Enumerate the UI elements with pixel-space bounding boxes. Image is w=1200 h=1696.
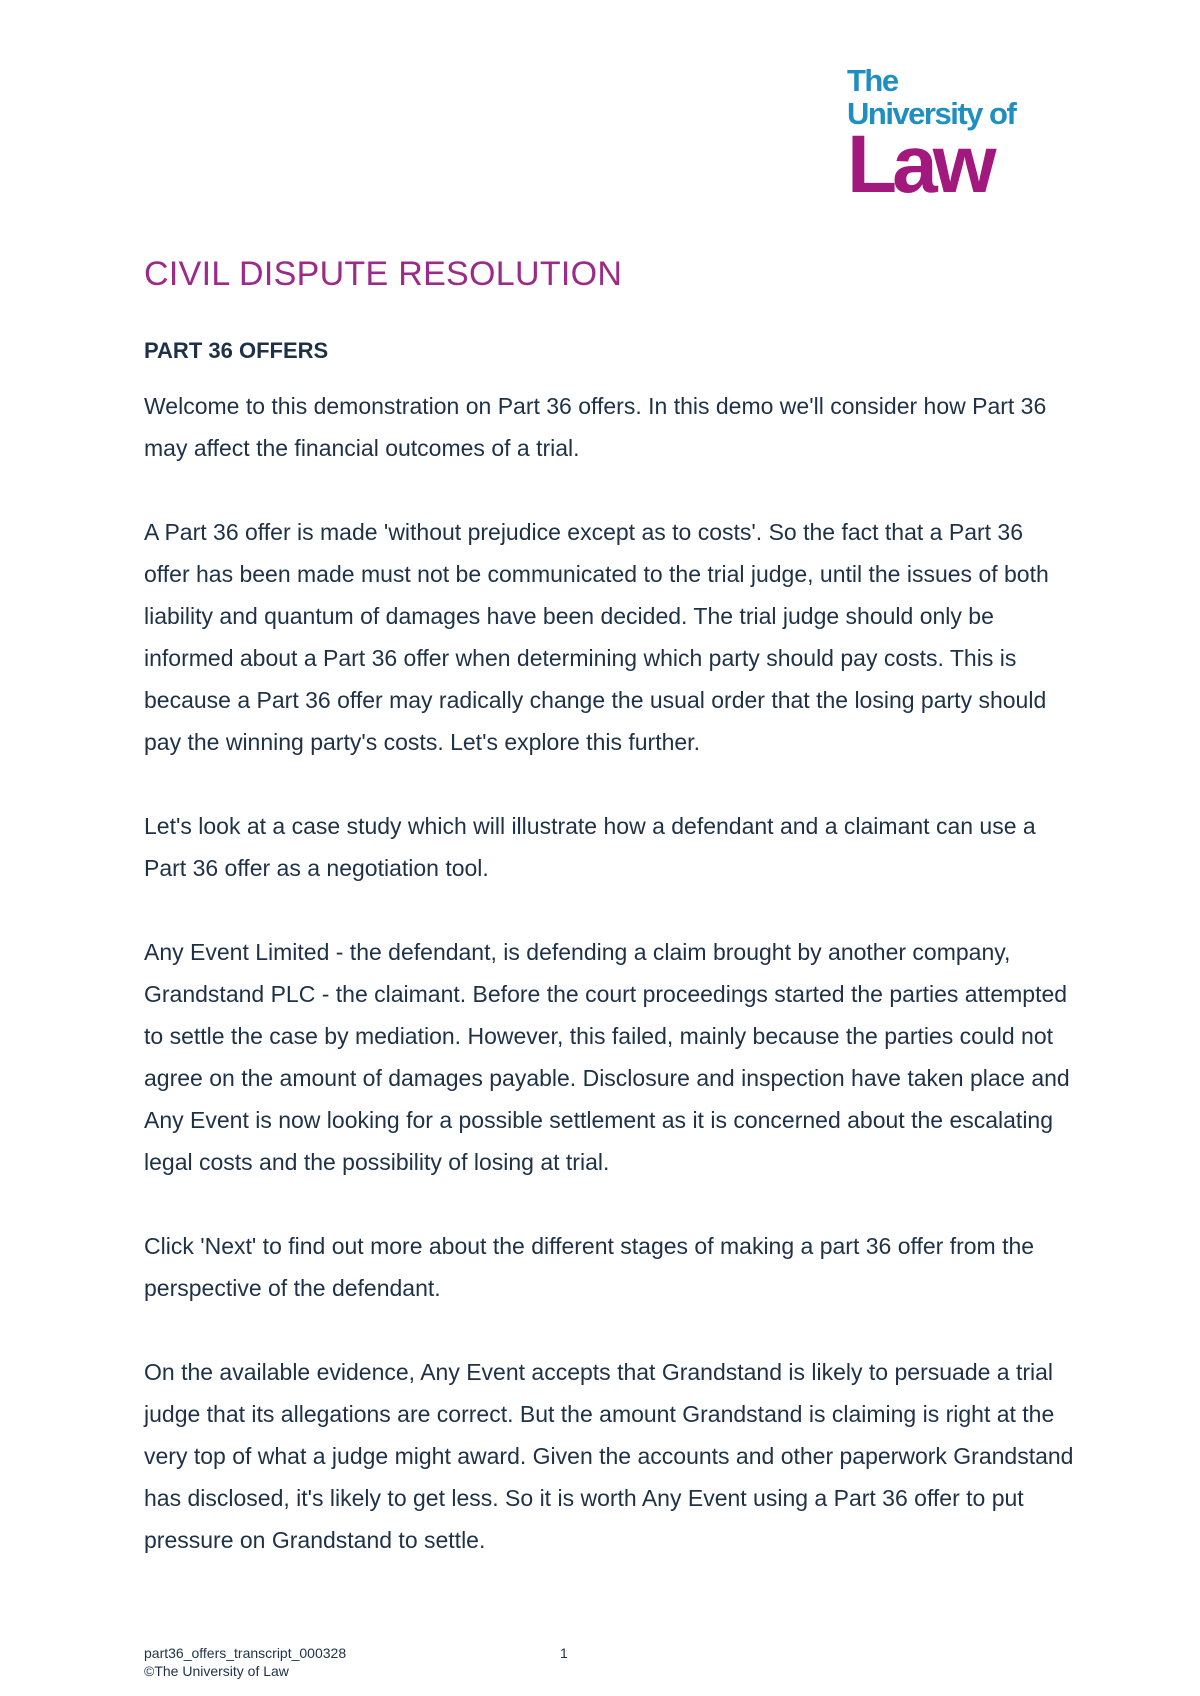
paragraph-any-event: Any Event Limited - the defendant, is defending a claim brought by another company, Grandstand PLC - the claimant. Before the court proceedings started the parties attempted to settle the case by mediation. However, this failed, mainly because the parties could not agree on the amount of damages payable. Disclosure and inspection have taken place and Any Event is now looking for a possible settlement as it is concerned about the escalating legal costs and the possibility of losing at trial. bbox=[144, 939, 1070, 1175]
section-heading: PART 36 OFFERS bbox=[144, 338, 329, 363]
page-number: 1 bbox=[560, 1645, 568, 1661]
paragraph-evidence: On the available evidence, Any Event accepts that Grandstand is likely to persuade a trial judge that its allegations are correct. But the amount Grandstand is claiming is right at the very top of what a judge might award. Given the accounts and other paperwork Grandstand has disclosed, it's likely to get less. So it is worth Any Event using a Part 36 offer to put pressure on Grandstand to settle. bbox=[144, 1359, 1074, 1553]
footer-filename: part36_offers_transcript_000328 bbox=[144, 1645, 347, 1661]
paragraph-case-study: Let's look at a case study which will illustrate how a defendant and a claimant can use a Part 36 offer as a negotiation tool. bbox=[144, 813, 1036, 881]
paragraph-click-next: Click 'Next' to find out more about the different stages of making a part 36 offer from the perspective of the defendant. bbox=[144, 1233, 1035, 1301]
university-of-law-logo bbox=[847, 64, 1037, 214]
page-title: CIVIL DISPUTE RESOLUTION bbox=[144, 255, 623, 293]
document-body bbox=[144, 385, 1074, 1603]
paragraph-without-prejudice: A Part 36 offer is made 'without prejudice except as to costs'. So the fact that a Part 36 offer has been made must not be communicated to the trial judge, until the issues of both liability and quantum of damages have been decided. The trial judge should only be informed about a Part 36 offer when determining which party should pay costs. This is because a Part 36 offer may radically change the usual order that the losing party should pay the winning party's costs. Let's explore this further. bbox=[144, 519, 1049, 755]
logo-text-law: Law bbox=[847, 119, 992, 210]
logo-text-the: The bbox=[847, 63, 898, 98]
logo-text-university-of: University of bbox=[847, 96, 1016, 131]
footer bbox=[144, 1644, 346, 1680]
footer-copyright: ©The University of Law bbox=[144, 1663, 289, 1679]
paragraph-intro: Welcome to this demonstration on Part 36 offers. In this demo we'll consider how Part 36 may affect the financial outcomes of a trial. bbox=[144, 393, 1047, 461]
